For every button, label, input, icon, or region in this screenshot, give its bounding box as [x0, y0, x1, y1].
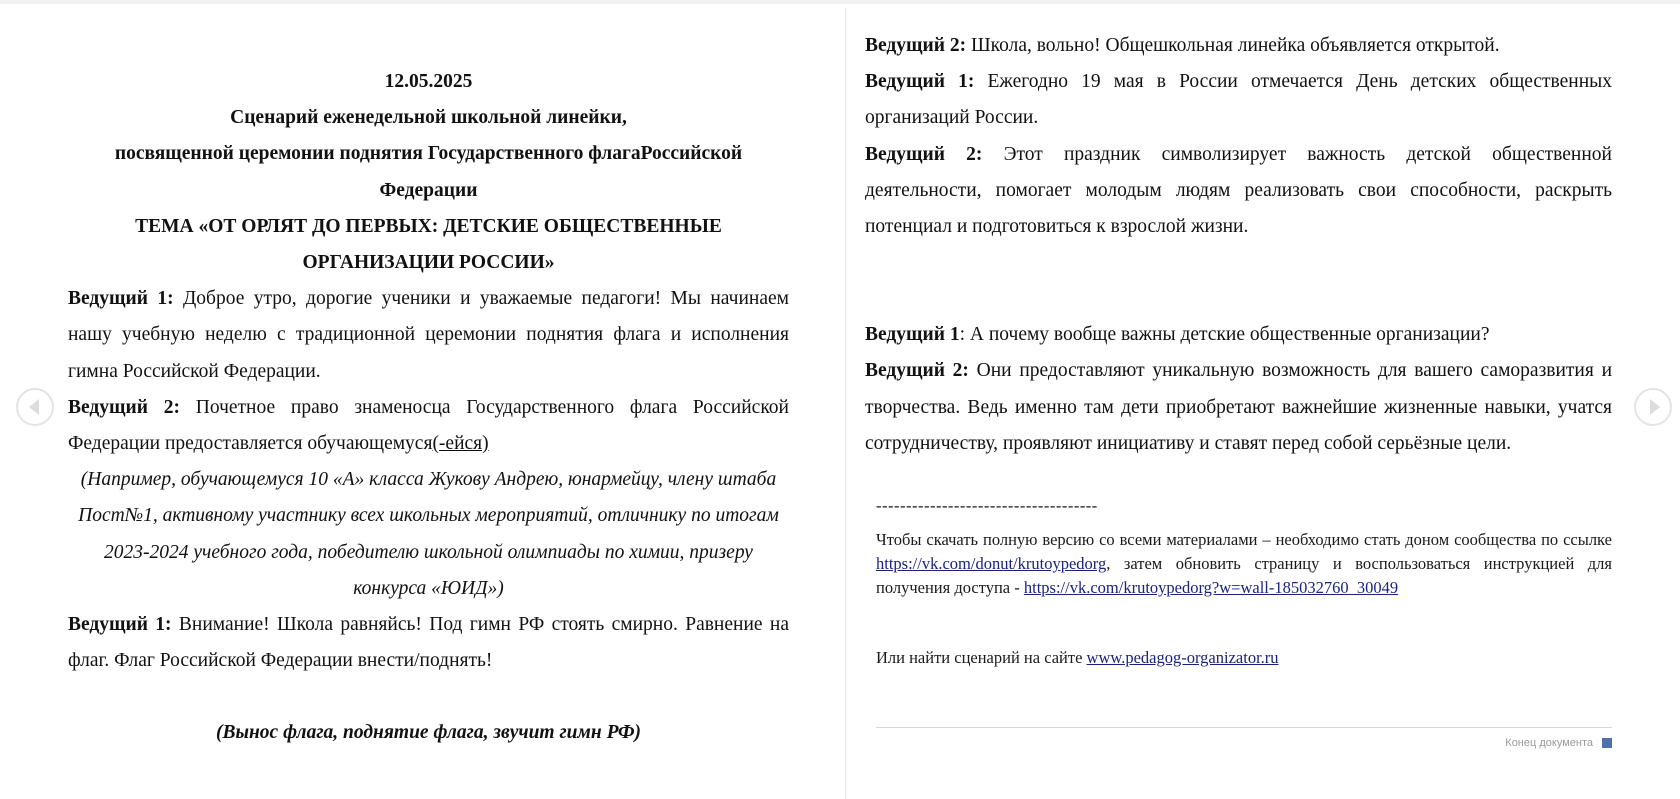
paragraph-host2-open	[865, 28, 1612, 64]
instructions-text: Чтобы скачать полную версию со всеми материалами – необходимо стать доном сообщества по ссылке	[876, 530, 1612, 549]
right-page	[865, 28, 1612, 462]
site-link[interactable]: www.pedagog-organizator.ru	[1086, 648, 1279, 667]
stage-direction: (Вынос флага, поднятие флага, звучит гимн РФ)	[215, 722, 642, 744]
dash-separator: -------------------------------------	[876, 496, 1098, 515]
speaker-label: Ведущий 1:	[865, 71, 975, 93]
speaker-label: Ведущий 2:	[865, 360, 969, 382]
speaker-label: Ведущий 1:	[68, 614, 172, 636]
page-divider	[845, 8, 846, 799]
paragraph-host1-greeting	[68, 281, 789, 390]
end-of-document	[1505, 737, 1612, 749]
paragraph-host2-flagbearer	[68, 390, 789, 462]
paragraph-text: Они предоставляют уникальную возможность для вашего саморазвития и творчества. Ведь именно там дети приобретают важнейшие жизненные навыки, учатся сотрудничеству, проявляют инициативу и ставят перед собой серьёзные цели.	[865, 360, 1613, 454]
example-note: (Например, обучающемуся 10 «А» класса Жукову Андрею, юнармейцу, члену штаба Пост№1, активному участнику всех школьных мероприятий, отличнику по итогам 2023-2024 учебного года, победителю школьной олимпиады по химии, призеру конкурса «ЮИД»)	[78, 469, 779, 599]
spacer	[865, 245, 1612, 317]
paragraph-text: Этот праздник символизирует важность детской общественной деятельности, помогает молодым людям реализовать свои способности, раскрыть потенциал и подготовиться к взрослой жизни.	[865, 143, 1612, 238]
paragraph-host2-answer	[865, 353, 1612, 462]
prev-page-button[interactable]	[16, 388, 54, 426]
download-notice	[876, 494, 1612, 670]
paragraph-host1-holiday	[865, 64, 1612, 136]
download-instructions	[876, 528, 1612, 600]
theme-heading: ТЕМА «ОТ ОРЛЯТ ДО ПЕРВЫХ: ДЕТСКИЕ ОБЩЕСТВЕННЫЕ ОРГАНИЗАЦИИ РОССИИ»	[135, 215, 722, 274]
paragraph-host2-meaning	[865, 137, 1612, 246]
paragraph-text: Доброе утро, дорогие ученики и уважаемые педагоги! Мы начинаем нашу учебную неделю с традиционной церемонии поднятия флага и исполнения гимна Российской Федерации.	[68, 288, 789, 382]
top-border	[0, 0, 1680, 4]
footer-rule	[876, 727, 1612, 728]
paragraph-host1-command	[68, 607, 789, 679]
speaker-label: Ведущий 1	[865, 324, 960, 346]
speaker-label: Ведущий 2:	[68, 396, 180, 418]
next-page-button[interactable]	[1634, 388, 1672, 426]
speaker-label: Ведущий 1:	[68, 288, 174, 310]
end-marker-icon	[1602, 738, 1612, 748]
wall-post-link[interactable]: https://vk.com/krutoypedorg?w=wall-185032760_30049	[1023, 578, 1399, 597]
chevron-right-icon	[1650, 399, 1660, 415]
end-of-document-label: Конец документа	[1505, 737, 1593, 749]
paragraph-host1-question	[865, 317, 1612, 353]
speaker-label: Ведущий 2:	[865, 35, 967, 56]
title-line-1: Сценарий еженедельной школьной линейки,	[230, 107, 627, 129]
paragraph-text: Школа, вольно! Общешкольная линейка объявляется открытой.	[966, 35, 1500, 56]
site-text: Или найти сценарий на сайте	[876, 648, 1087, 667]
left-page	[68, 64, 789, 752]
paragraph-text: Внимание! Школа равняйсь! Под гимн РФ стоять смирно. Равнение на флаг. Флаг Российской Федерации внести/поднять!	[68, 614, 789, 672]
document-date: 12.05.2025	[384, 71, 473, 92]
instructions-text: , затем обновить страницу и воспользоваться инструкцией для получения доступа -	[876, 554, 1612, 597]
paragraph-text: Ежегодно 19 мая в России отмечается День детских общественных организаций России.	[865, 71, 1613, 129]
paragraph-text: : А почему вообще важны детские общественные организации?	[959, 324, 1490, 346]
title-line-2: посвященной церемонии поднятия Государственного флагаРоссийской Федерации	[114, 143, 743, 201]
site-line	[876, 646, 1612, 670]
underlined-suffix: (-ейся)	[432, 433, 489, 455]
paragraph-text: Почетное право знаменосца Государственного флага Российской Федерации предоставляется обучающемуся	[68, 396, 789, 455]
chevron-left-icon	[29, 399, 39, 415]
spacer	[876, 600, 1612, 646]
spacer	[68, 679, 789, 715]
speaker-label: Ведущий 2:	[865, 143, 983, 165]
donut-link[interactable]: https://vk.com/donut/krutoypedorg	[876, 554, 1107, 573]
